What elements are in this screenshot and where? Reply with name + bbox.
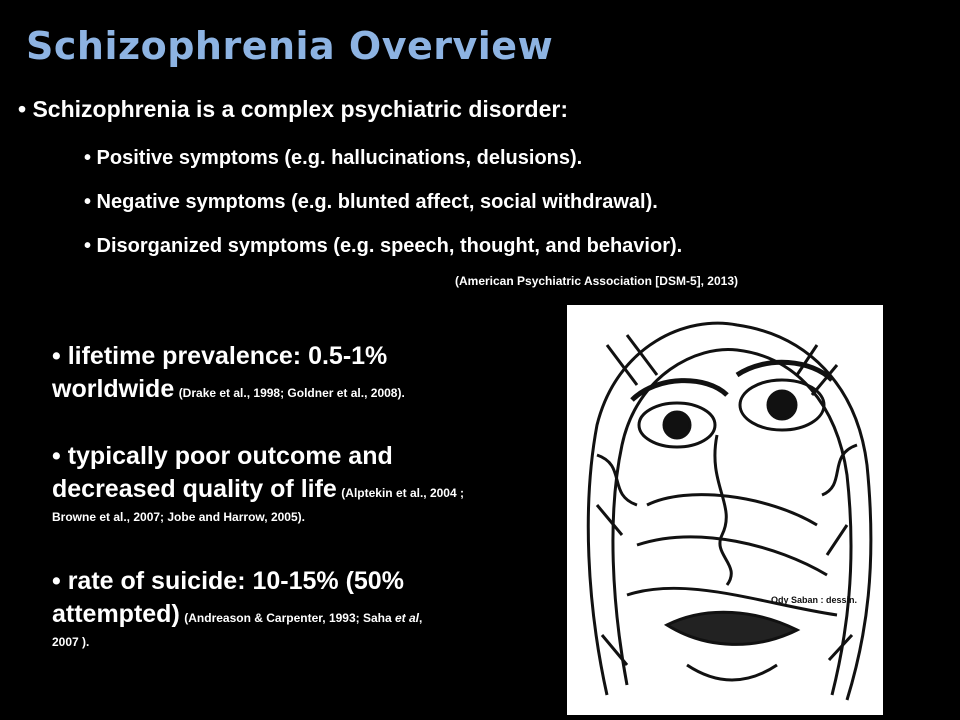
point-citation: 2007 ). — [52, 635, 90, 649]
point-line: • typically poor outcome and — [52, 442, 393, 470]
artwork-signature: Ody Saban : dessin. — [770, 595, 857, 605]
face-drawing-illustration — [567, 305, 883, 715]
point-line: decreased quality of life — [52, 475, 337, 503]
point-suicide — [52, 565, 552, 649]
dsm-citation: (American Psychiatric Association [DSM-5], 2013) — [455, 274, 738, 288]
point-line: worldwide — [52, 375, 175, 403]
sub-bullet-disorganized: • Disorganized symptoms (e.g. speech, thought, and behavior). — [84, 235, 683, 257]
point-citation: (Andreason & Carpenter, 1993; Saha et al, — [184, 611, 423, 625]
point-outcome — [52, 440, 552, 524]
artwork-drawing — [567, 305, 883, 715]
point-line: • lifetime prevalence: 0.5-1% — [52, 342, 388, 370]
point-line: • rate of suicide: 10-15% (50% — [52, 567, 404, 595]
point-line: attempted) — [52, 600, 180, 628]
page-title: Schizophrenia Overview — [26, 24, 554, 68]
sub-bullet-positive: • Positive symptoms (e.g. hallucinations, delusions). — [84, 147, 583, 169]
point-citation: Browne et al., 2007; Jobe and Harrow, 2005). — [52, 510, 305, 524]
sub-bullet-negative: • Negative symptoms (e.g. blunted affect, social withdrawal). — [84, 191, 658, 213]
point-citation: (Drake et al., 1998; Goldner et al., 2008). — [178, 386, 405, 400]
point-prevalence — [52, 340, 552, 406]
main-bullet: • Schizophrenia is a complex psychiatric disorder: — [18, 96, 569, 122]
point-citation: (Alptekin et al., 2004 ; — [341, 486, 464, 500]
